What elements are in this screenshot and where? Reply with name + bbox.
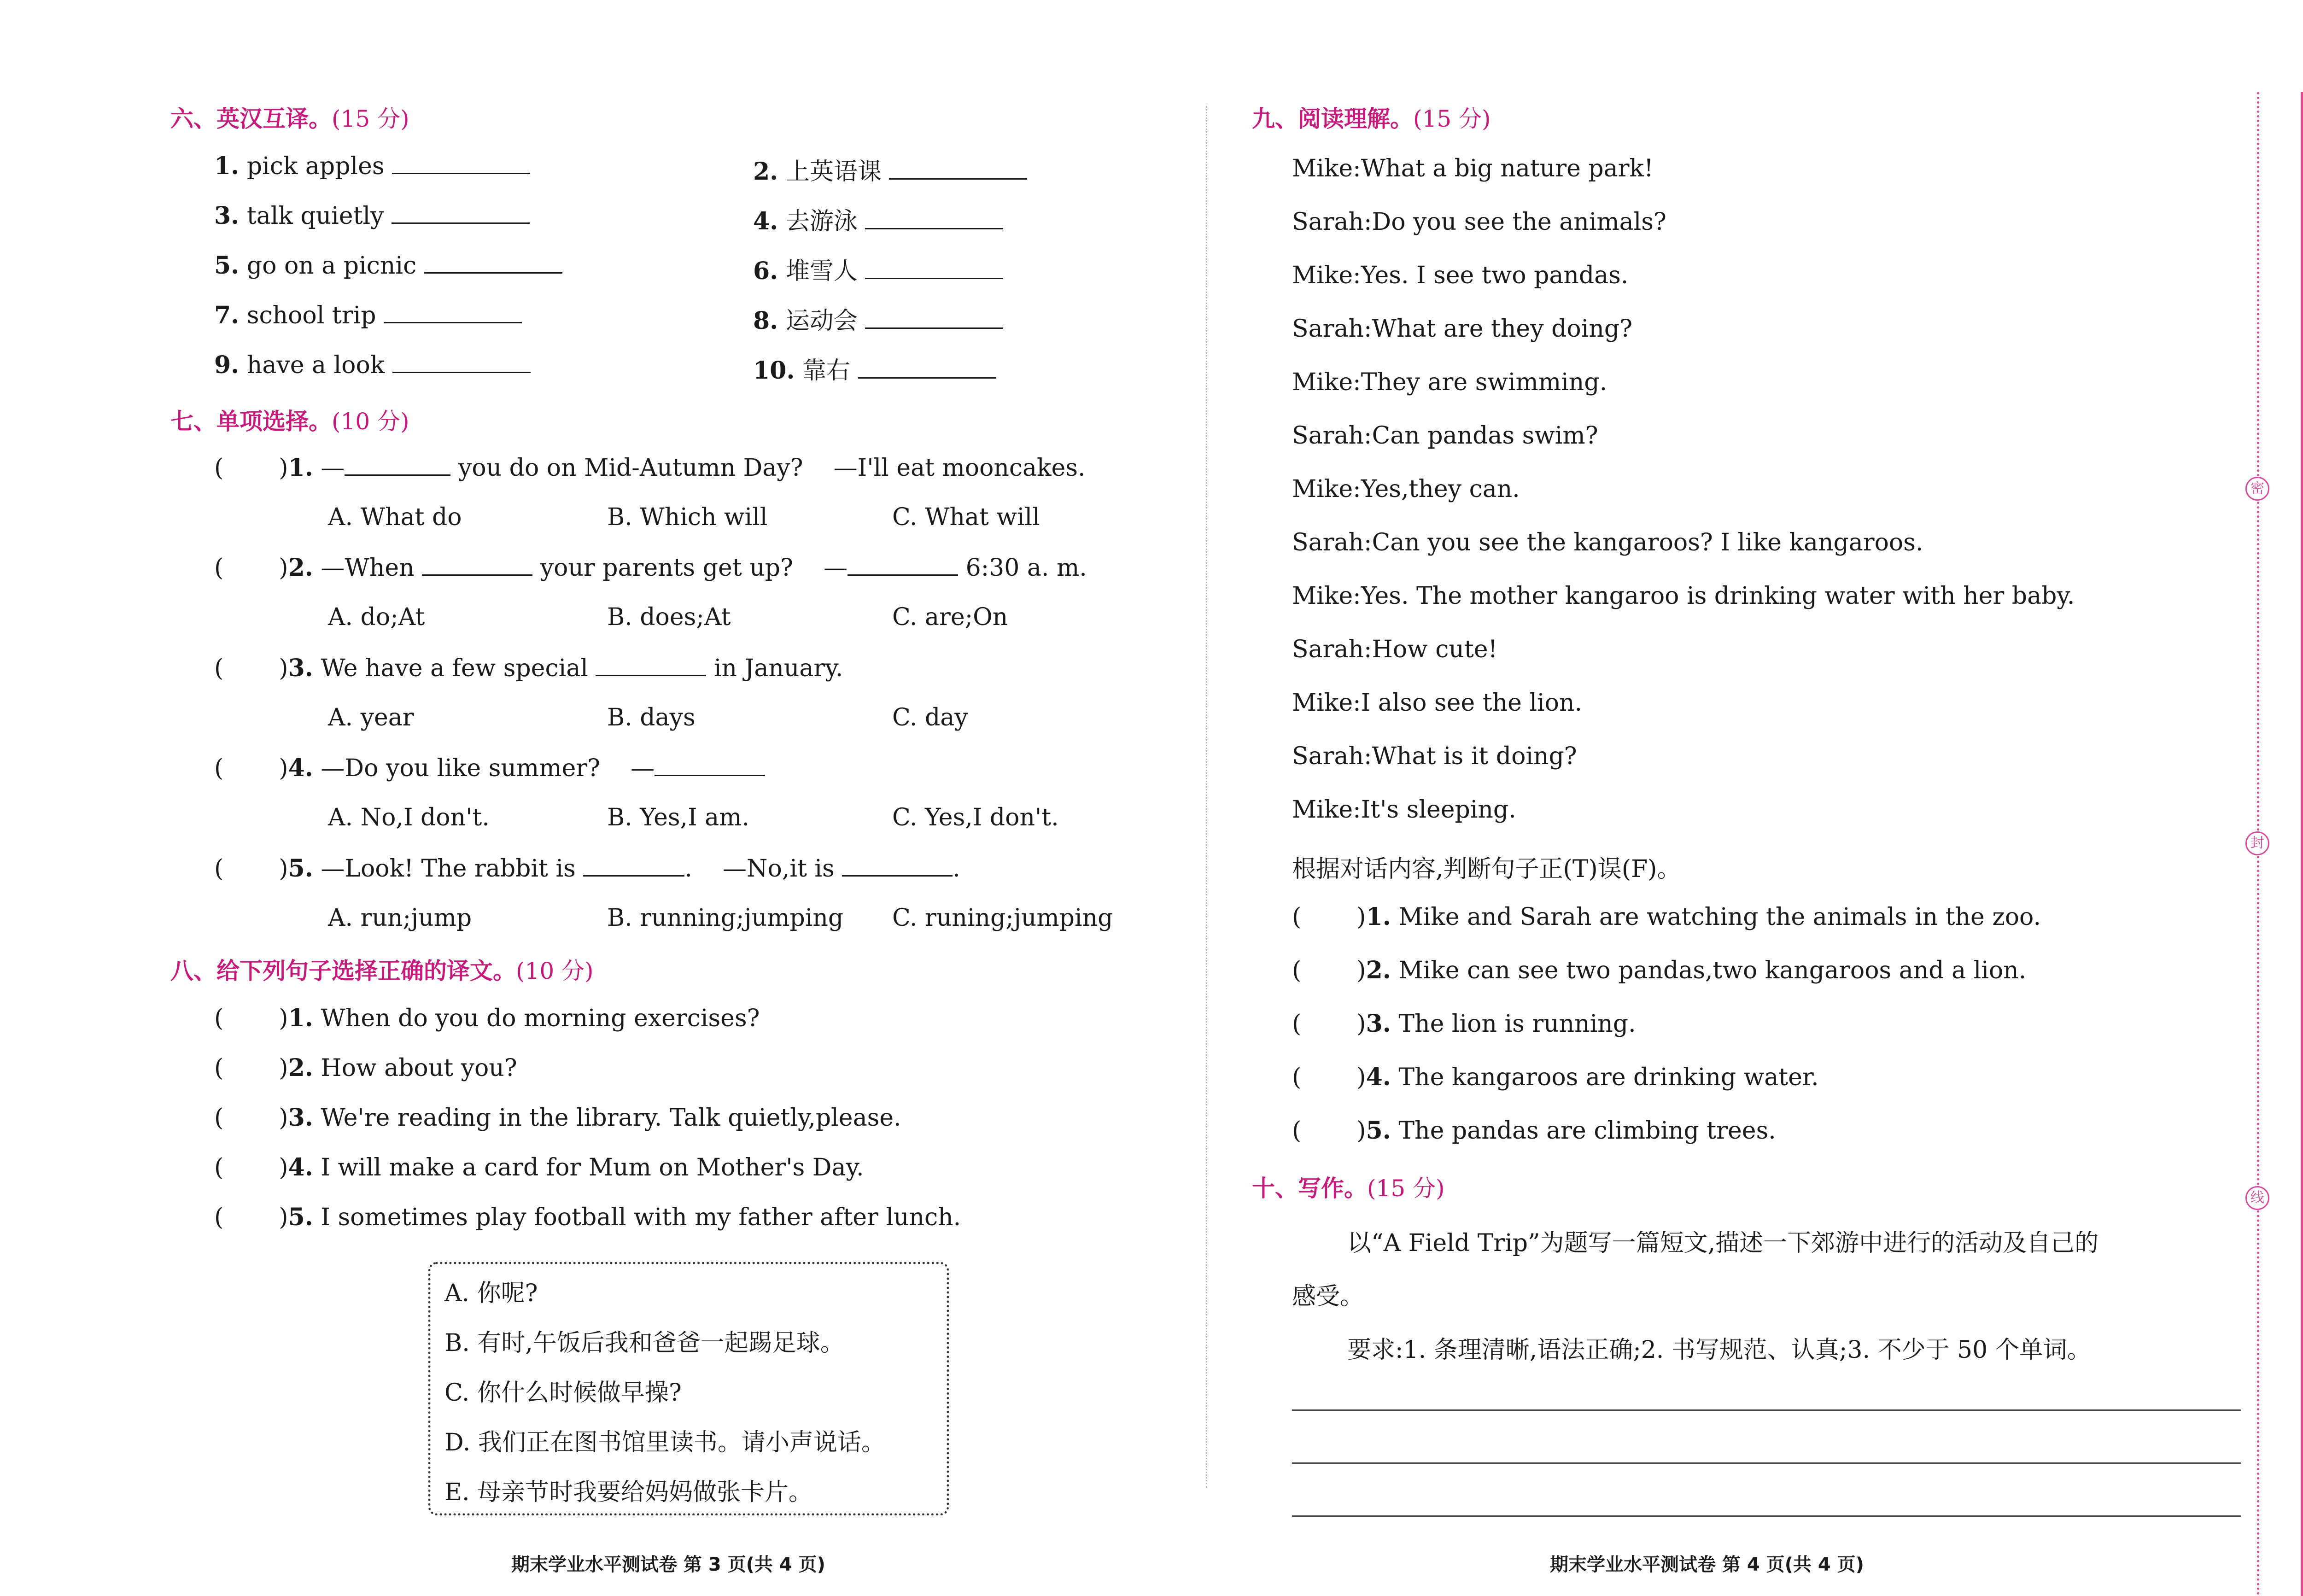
dialogue-line: Mike:Yes. I see two pandas.	[1292, 262, 1629, 289]
choice-question: ( )3. We have a few special in January.	[214, 654, 843, 682]
page-divider	[1206, 106, 1207, 1488]
answer-blank[interactable]	[848, 554, 958, 576]
option-b[interactable]: B. days	[607, 704, 696, 731]
option-row	[0, 704, 1198, 736]
match-item: ( )2. How about you?	[214, 1054, 517, 1082]
page-footer-right: 期末学业水平测试卷 第 4 页(共 4 页)	[1550, 1554, 1864, 1575]
answer-blank[interactable]	[392, 351, 531, 373]
option-a[interactable]: A. No,I don't.	[328, 804, 490, 831]
option-c[interactable]: C. runing;jumping	[892, 904, 1113, 932]
translate-item: 1. pick apples	[214, 152, 530, 180]
dialogue-line: Sarah:How cute!	[1292, 636, 1498, 663]
writing-line[interactable]	[1292, 1515, 2241, 1517]
option-b[interactable]: B. Which will	[607, 503, 768, 531]
dialogue-line: Mike:Yes,they can.	[1292, 475, 1520, 503]
seal-char: 线	[2245, 1186, 2269, 1210]
answer-blank[interactable]	[345, 454, 450, 476]
answer-blank[interactable]	[655, 754, 765, 776]
answer-blank[interactable]	[392, 152, 530, 174]
choice-question: ( )4. —Do you like summer? —	[214, 754, 765, 782]
answer-blank[interactable]	[596, 655, 706, 676]
tf-item: ( )5. The pandas are climbing trees.	[1292, 1117, 1776, 1145]
choice-question: ( )5. —Look! The rabbit is . —No,it is .	[214, 854, 960, 883]
translate-item: 5. go on a picnic	[214, 251, 562, 280]
answer-blank[interactable]	[865, 257, 1003, 279]
answer-blank[interactable]	[422, 554, 532, 576]
section-9-heading: 九、阅读理解。(15 分)	[1252, 105, 1491, 132]
answer-blank[interactable]	[858, 357, 996, 379]
choice-question: ( )1. — you do on Mid-Autumn Day? —I'll eat mooncakes.	[214, 454, 1086, 482]
translate-item: 7. school trip	[214, 301, 522, 329]
translation-option: C. 你什么时候做早操?	[444, 1379, 682, 1407]
page-footer-left: 期末学业水平测试卷 第 3 页(共 4 页)	[511, 1554, 825, 1575]
writing-prompt-cont: 感受。	[1292, 1283, 1364, 1310]
translation-option: A. 你呢?	[444, 1280, 538, 1307]
writing-requirements: 要求:1. 条理清晰,语法正确;2. 书写规范、认真;3. 不少于 50 个单词。	[1347, 1336, 2091, 1364]
option-c[interactable]: C. are;On	[892, 603, 1008, 631]
translate-item: 9. have a look	[214, 351, 531, 379]
match-item: ( )1. When do you do morning exercises?	[214, 1004, 760, 1032]
dialogue-line: Mike:They are swimming.	[1292, 368, 1607, 396]
option-c[interactable]: C. What will	[892, 503, 1040, 531]
section-6-heading: 六、英汉互译。(15 分)	[170, 105, 409, 132]
option-c[interactable]: C. Yes,I don't.	[892, 804, 1059, 831]
option-b[interactable]: B. running;jumping	[607, 904, 844, 932]
translation-option: D. 我们正在图书馆里读书。请小声说话。	[444, 1429, 885, 1456]
seal-char: 密	[2245, 477, 2269, 501]
option-a[interactable]: A. run;jump	[328, 904, 472, 932]
option-c[interactable]: C. day	[892, 704, 968, 731]
section-8-heading: 八、给下列句子选择正确的译文。(10 分)	[170, 957, 594, 984]
translate-item: 10. 靠右	[753, 351, 996, 386]
choice-question: ( )2. —When your parents get up? — 6:30 a. m.	[214, 554, 1087, 582]
writing-line[interactable]	[1292, 1462, 2241, 1464]
tf-item: ( )4. The kangaroos are drinking water.	[1292, 1063, 1819, 1091]
writing-prompt: 以“A Field Trip”为题写一篇短文,描述一下郊游中进行的活动及自己的	[1347, 1229, 2099, 1257]
dialogue-line: Sarah:Do you see the animals?	[1292, 208, 1666, 236]
tf-item: ( )2. Mike can see two pandas,two kangaroos and a lion.	[1292, 956, 2027, 984]
tf-item: ( )1. Mike and Sarah are watching the animals in the zoo.	[1292, 903, 2041, 931]
answer-blank[interactable]	[842, 855, 953, 877]
seal-char: 封	[2245, 831, 2269, 855]
option-b[interactable]: B. does;At	[607, 603, 731, 631]
option-a[interactable]: A. do;At	[328, 603, 425, 631]
translation-option: E. 母亲节时我要给妈妈做张卡片。	[444, 1479, 813, 1506]
dialogue-line: Sarah:What are they doing?	[1292, 315, 1632, 343]
translation-options-box	[428, 1262, 949, 1515]
option-b[interactable]: B. Yes,I am.	[607, 804, 749, 831]
answer-blank[interactable]	[424, 252, 562, 274]
dialogue-line: Sarah:Can pandas swim?	[1292, 422, 1598, 450]
match-item: ( )3. We're reading in the library. Talk quietly,please.	[214, 1104, 901, 1132]
dialogue-line: Sarah:Can you see the kangaroos? I like kangaroos.	[1292, 529, 1923, 556]
answer-blank[interactable]	[392, 202, 530, 224]
option-row	[0, 804, 1198, 836]
tf-item: ( )3. The lion is running.	[1292, 1010, 1636, 1038]
translate-item: 6. 堆雪人	[753, 251, 1003, 286]
translation-option: B. 有时,午饭后我和爸爸一起踢足球。	[444, 1329, 844, 1357]
tf-instruction: 根据对话内容,判断句子正(T)误(F)。	[1292, 855, 1681, 883]
option-row	[0, 904, 1198, 936]
option-row	[0, 603, 1198, 636]
section-7-heading: 七、单项选择。(10 分)	[170, 408, 409, 435]
option-row	[0, 503, 1198, 536]
answer-blank[interactable]	[889, 158, 1027, 180]
answer-blank[interactable]	[583, 855, 684, 877]
answer-blank[interactable]	[865, 307, 1003, 329]
match-item: ( )4. I will make a card for Mum on Mother's Day.	[214, 1153, 864, 1181]
translate-item: 8. 运动会	[753, 301, 1003, 336]
answer-blank[interactable]	[865, 208, 1003, 229]
translate-item: 3. talk quietly	[214, 202, 530, 230]
section-10-heading: 十、写作。(15 分)	[1252, 1175, 1445, 1202]
writing-line[interactable]	[1292, 1409, 2241, 1411]
dialogue-line: Mike:I also see the lion.	[1292, 689, 1582, 717]
answer-blank[interactable]	[384, 302, 522, 323]
seal-solid-line	[2301, 92, 2303, 1596]
dialogue-line: Sarah:What is it doing?	[1292, 742, 1577, 770]
translate-item: 4. 去游泳	[753, 202, 1003, 236]
match-item: ( )5. I sometimes play football with my father after lunch.	[214, 1203, 961, 1231]
dialogue-line: Mike:What a big nature park!	[1292, 155, 1654, 182]
option-a[interactable]: A. year	[328, 704, 414, 731]
translate-item: 2. 上英语课	[753, 152, 1027, 187]
option-a[interactable]: A. What do	[328, 503, 462, 531]
dialogue-line: Mike:Yes. The mother kangaroo is drinking water with her baby.	[1292, 582, 2075, 610]
dialogue-line: Mike:It's sleeping.	[1292, 796, 1516, 824]
